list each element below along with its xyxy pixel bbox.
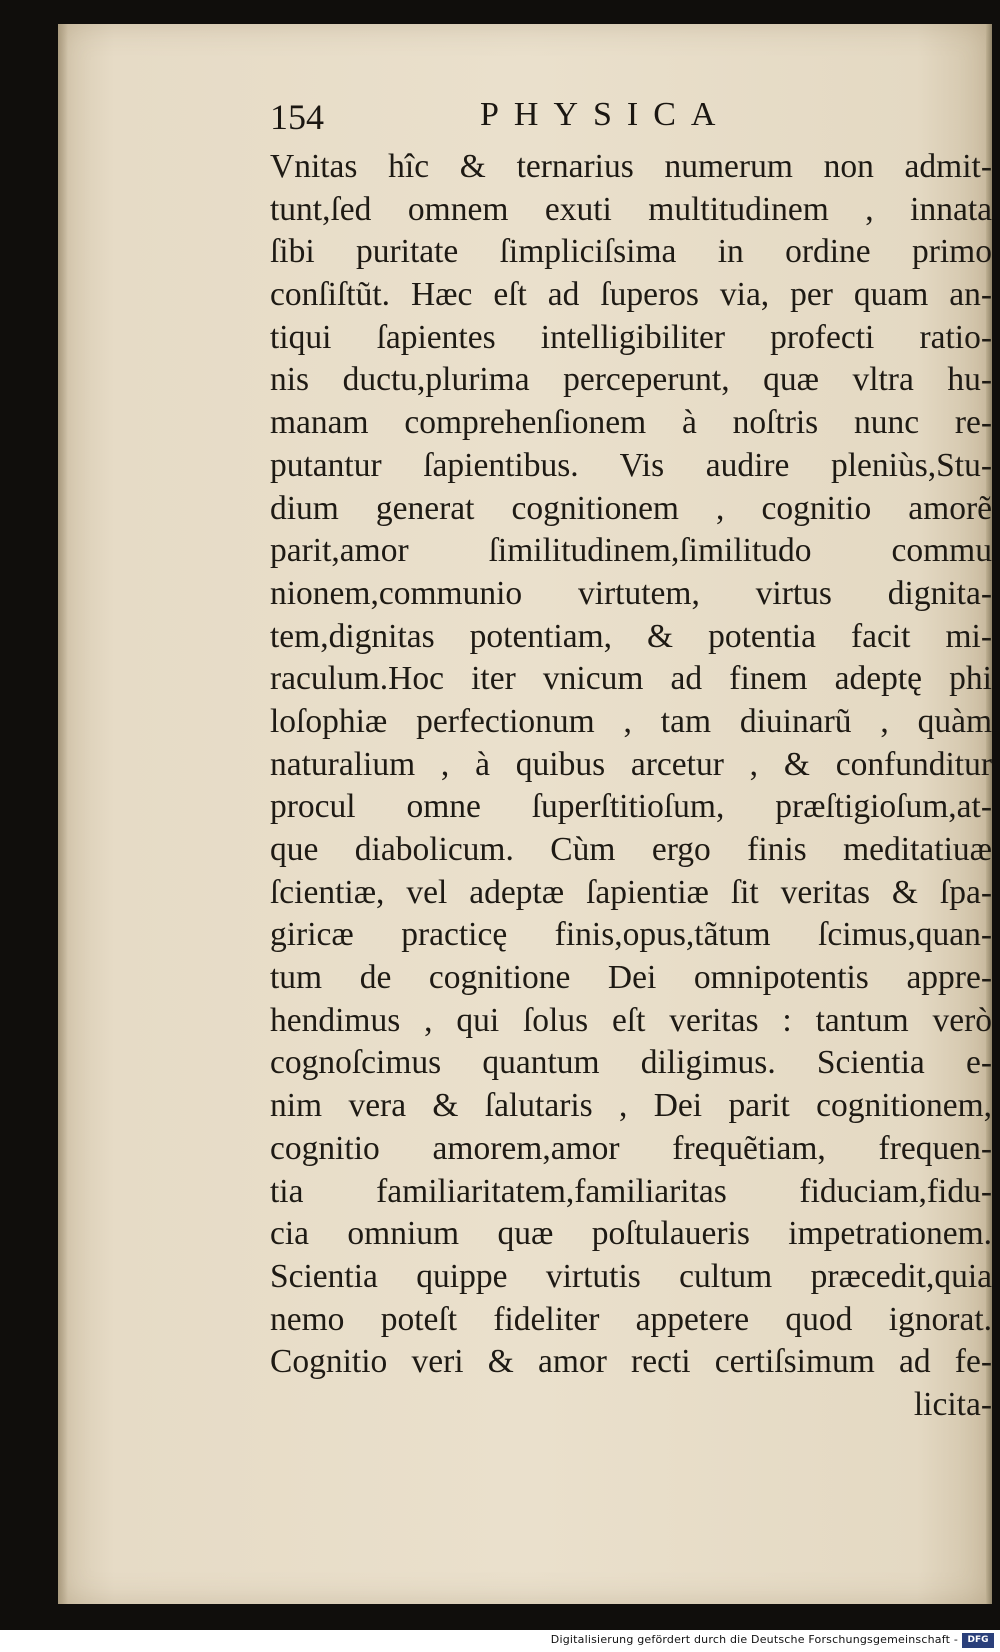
text-line: tum de cognitione Dei omnipotentis appre- — [270, 959, 992, 997]
text-line: que diabolicum. Cùm ergo finis meditatiuæ — [270, 831, 992, 868]
text-line: cia omnium quæ poſtulaueris impetrationem. — [270, 1215, 992, 1253]
page-number: 154 — [270, 97, 324, 137]
text-line: Scientia quippe virtutis cultum præcedit,quia — [270, 1257, 992, 1295]
running-head: PHYSICA — [480, 96, 731, 133]
footer-credit: Digitalisierung gefördert durch die Deutsche Forschungsgemeinschaft - — [550, 1633, 958, 1646]
catchword: licita- — [913, 1385, 992, 1423]
text-line: Vnitas hîc & ternarius numerum non admit- — [270, 148, 992, 185]
dfg-logo-icon: DFG — [962, 1633, 994, 1648]
text-line: parit,amor ſimilitudinem,ſimilitudo commu — [270, 532, 992, 570]
text-line: raculum.Hoc iter vnicum ad finem adeptę phi — [270, 660, 992, 698]
digitization-footer — [0, 1630, 1000, 1652]
page-header — [270, 96, 930, 144]
text-line: tunt,ſed omnem exuti multitudinem , innata — [270, 190, 992, 228]
text-line: hendimus , qui ſolus eſt veritas : tantum verò — [270, 1001, 992, 1039]
text-line: giricæ practicę finis,opus,tãtum ſcimus,quan- — [270, 916, 992, 954]
text-line: tiqui ſapientes intelligibiliter profecti ratio- — [270, 318, 992, 356]
text-line: loſophiæ perfectionum , tam diuinarũ , quàm — [270, 702, 992, 740]
text-line: Cognitio veri & amor recti certiſsimum ad fe- — [270, 1343, 992, 1381]
text-line: nemo poteſt fideliter appetere quod ignorat. — [270, 1300, 992, 1338]
text-line: putantur ſapientibus. Vis audire pleniùs,Stu- — [270, 446, 992, 484]
text-line: conſiſtũt. Hæc eſt ad ſuperos via, per quam an- — [270, 276, 992, 314]
text-line: cognitio amorem,amor frequẽtiam, frequen- — [270, 1129, 992, 1167]
text-line: nis ductu,plurima perceperunt, quæ vltra hu- — [270, 361, 992, 399]
text-line: tia familiaritatem,familiaritas fiduciam,fidu- — [270, 1172, 992, 1210]
text-line: naturalium , à quibus arcetur , & confunditur — [270, 745, 992, 783]
page-gutter-shadow — [58, 24, 68, 1604]
text-line: cognoſcimus quantum diligimus. Scientia e- — [270, 1044, 992, 1082]
text-line: nionem,communio virtutem, virtus dignita- — [270, 574, 992, 612]
body-text — [270, 146, 992, 1427]
text-line: tem,dignitas potentiam, & potentia facit mi- — [270, 617, 992, 655]
text-line: procul omne ſuperſtitioſum, præſtigioſum,at- — [270, 788, 992, 826]
text-line: ſibi puritate ſimpliciſsima in ordine primo — [270, 233, 992, 271]
text-line: ſcientiæ, vel adeptæ ſapientiæ ſit veritas & ſpa- — [270, 873, 992, 911]
text-line: dium generat cognitionem , cognitio amorẽ — [270, 489, 992, 527]
text-line: nim vera & ſalutaris , Dei parit cognitionem, — [270, 1087, 992, 1125]
text-line: manam comprehenſionem à noſtris nunc re- — [270, 404, 992, 442]
